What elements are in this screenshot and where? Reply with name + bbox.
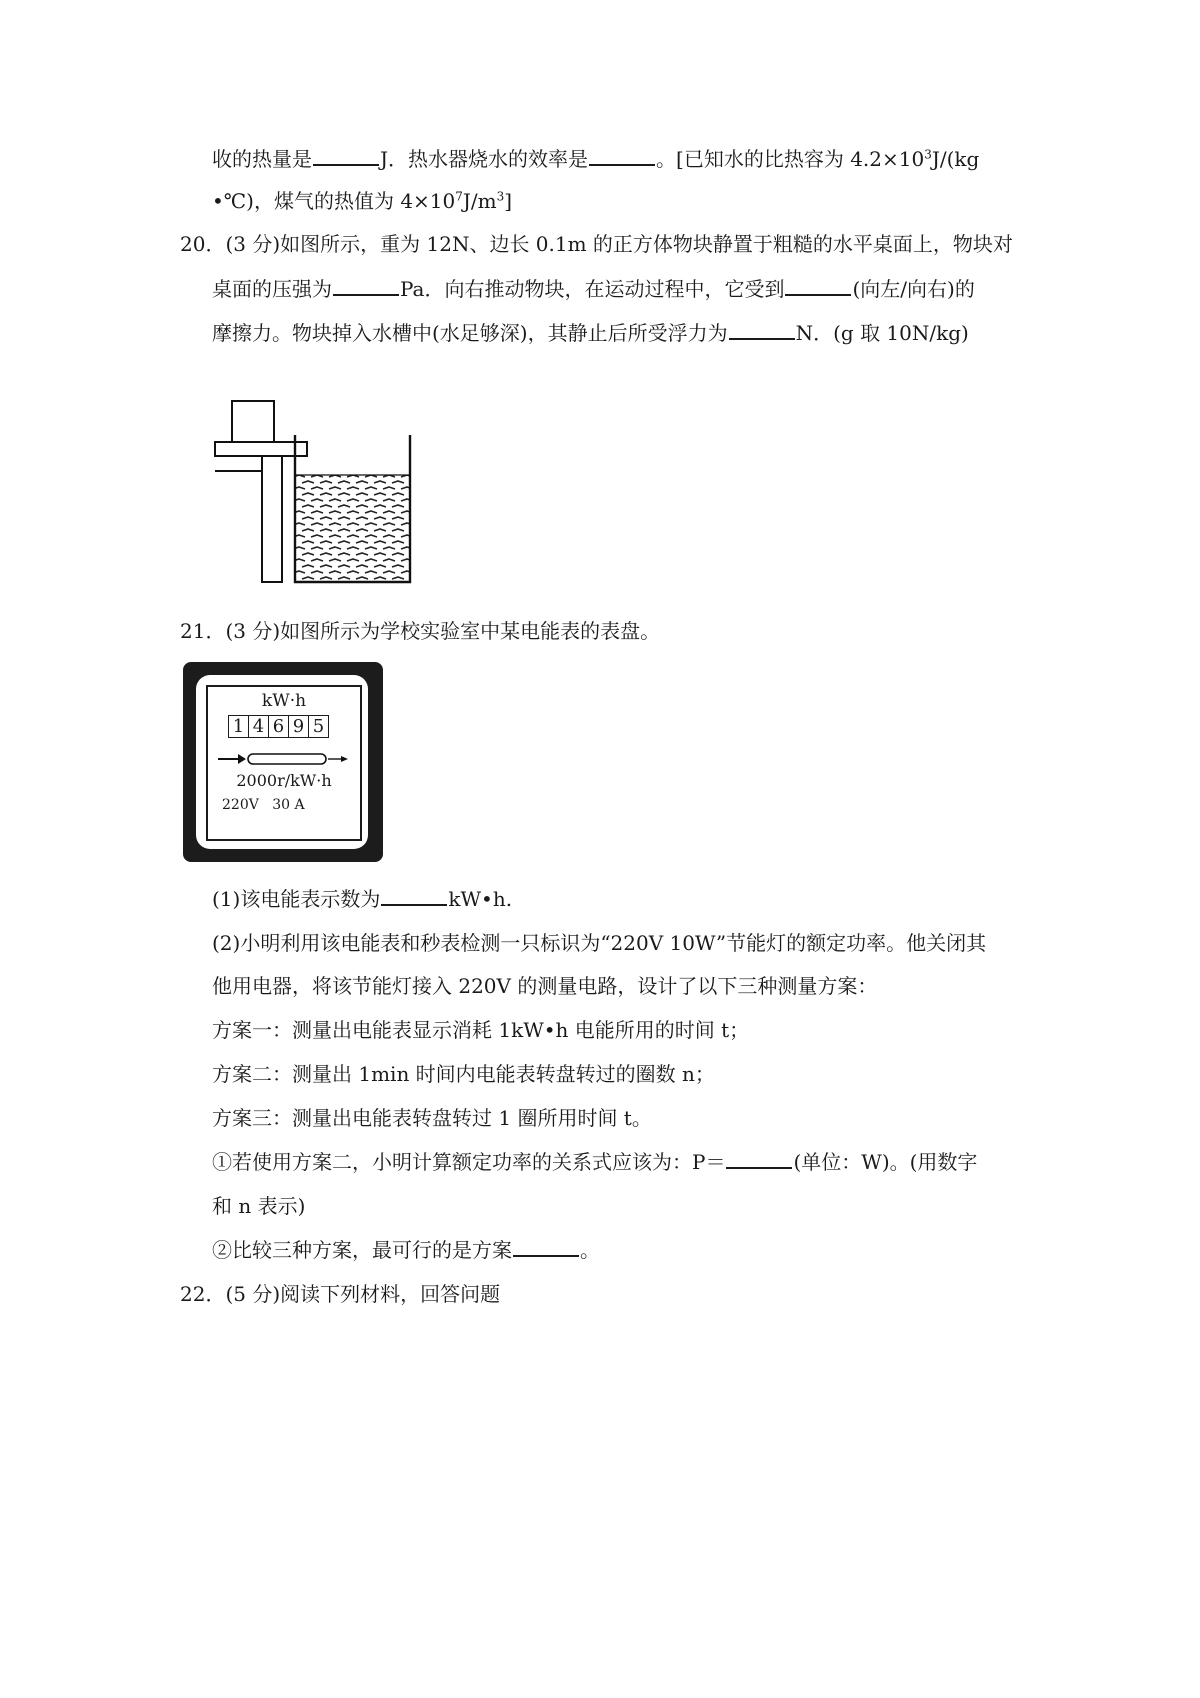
q21-sub1-line2: 和 n 表示) <box>212 1194 306 1218</box>
text: N．(g 取 10N/kg) <box>795 321 969 345</box>
cube-block <box>232 401 274 442</box>
q21-line-1: 21．(3 分)如图所示为学校实验室中某电能表的表盘。 <box>180 619 661 643</box>
text: (1)该电能表示数为 <box>212 887 381 911</box>
meter-digit: 4 <box>249 716 269 737</box>
meter-inner-frame <box>196 675 368 849</box>
text: Pa．向右推动物块，在运动过程中，它受到 <box>400 277 785 301</box>
meter-unit: kW·h <box>261 691 307 711</box>
meter-rating <box>222 797 305 813</box>
q21-sub1-line1 <box>212 1149 977 1175</box>
rotating-disc-arrow <box>218 749 350 769</box>
q21-sub2 <box>212 1237 600 1263</box>
superscript: 3 <box>496 189 505 204</box>
answer-blank <box>589 146 655 166</box>
text: kW•h. <box>448 887 513 911</box>
answer-blank <box>381 886 447 906</box>
superscript: 7 <box>455 189 463 204</box>
meter-constant: 2000r/kW·h <box>236 771 332 790</box>
table-leg <box>262 456 282 582</box>
q21-plan3: 方案三：测量出电能表转盘转过 1 圈所用时间 t。 <box>212 1106 652 1130</box>
text: J/m <box>462 189 497 213</box>
text: J/(kg <box>931 147 980 171</box>
text: 桌面的压强为 <box>212 277 332 301</box>
text: (向左/向右)的 <box>852 277 975 301</box>
q21-plan2: 方案二：测量出 1min 时间内电能表转盘转过的圈数 n； <box>212 1062 715 1086</box>
electric-meter <box>183 662 383 862</box>
q19-line-2 <box>212 188 512 214</box>
q21-part2-line2: 他用电器，将该节能灯接入 220V 的测量电路，设计了以下三种测量方案： <box>212 974 878 998</box>
q21-plan1: 方案一：测量出电能表显示消耗 1kW•h 电能所用的时间 t； <box>212 1018 750 1042</box>
table-top <box>215 442 307 456</box>
answer-blank <box>785 276 851 296</box>
text: (单位：W)。(用数字 <box>793 1150 978 1174</box>
block-water-tank-figure <box>210 395 430 595</box>
answer-blank <box>513 1237 579 1257</box>
text: •℃)，煤气的热值为 4×10 <box>212 189 456 213</box>
text: ②比较三种方案，最可行的是方案 <box>212 1238 512 1262</box>
meter-current: 30 A <box>272 797 305 813</box>
water <box>296 475 409 581</box>
q20-line-2 <box>212 276 975 302</box>
meter-digit: 1 <box>229 716 249 737</box>
meter-voltage: 220V <box>222 797 259 813</box>
answer-blank <box>333 276 399 296</box>
text: 。[已知水的比热容为 4.2×10 <box>656 147 925 171</box>
meter-digit: 9 <box>289 716 309 737</box>
q19-line-1 <box>212 146 979 172</box>
q22-line-1: 22．(5 分)阅读下列材料，回答问题 <box>180 1282 501 1306</box>
superscript: 3 <box>924 147 932 162</box>
text: ] <box>504 189 513 213</box>
answer-blank <box>313 146 379 166</box>
meter-counter <box>228 715 329 738</box>
meter-face <box>206 685 362 841</box>
text: 摩擦力。物块掉入水槽中(水足够深)，其静止后所受浮力为 <box>212 321 728 345</box>
text: ①若使用方案二，小明计算额定功率的关系式应该为：P＝ <box>212 1150 726 1174</box>
answer-blank <box>729 320 795 340</box>
q21-part2-line1: (2)小明利用该电能表和秒表检测一只标识为“220V 10W”节能灯的额定功率。他关闭其 <box>212 931 987 955</box>
q20-line-1: 20．(3 分)如图所示，重为 12N、边长 0.1m 的正方体物块静置于粗糙的水平桌面上，物块对 <box>180 232 1013 256</box>
text: 。 <box>580 1238 600 1262</box>
q21-part1 <box>212 886 512 912</box>
answer-blank <box>726 1149 792 1169</box>
meter-digit: 6 <box>269 716 289 737</box>
q20-line-3 <box>212 320 969 346</box>
meter-digit: 5 <box>312 716 325 737</box>
text: J．热水器烧水的效率是 <box>380 147 589 171</box>
text: 收的热量是 <box>212 147 312 171</box>
